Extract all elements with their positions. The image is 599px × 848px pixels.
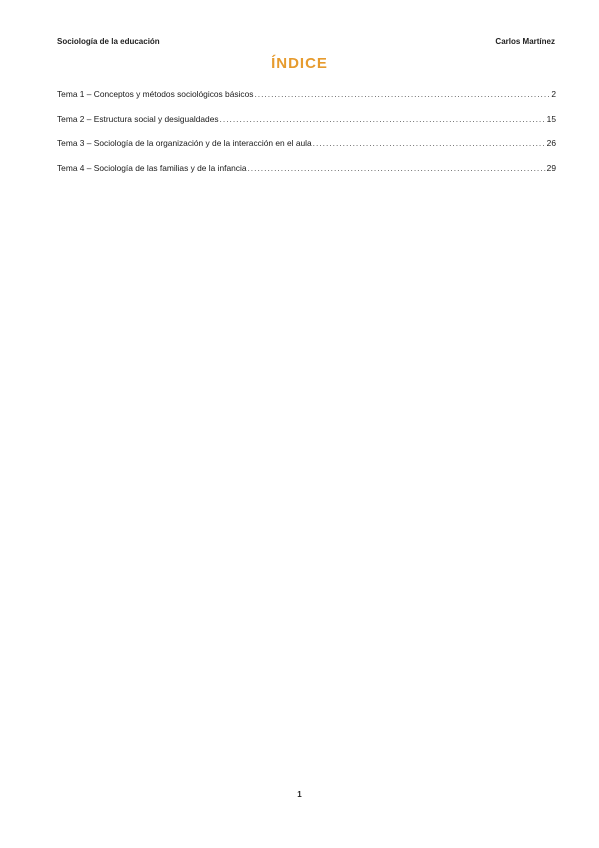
toc-entry-page: 26 xyxy=(546,138,556,148)
toc-entry-page: 15 xyxy=(546,113,556,124)
toc-entry-tema-4[interactable] xyxy=(57,163,556,188)
toc-entry-page: 29 xyxy=(546,162,556,173)
index-title: ÍNDICE xyxy=(271,55,328,72)
toc-leader-dots xyxy=(254,89,550,99)
header-subject: Sociología de la educación xyxy=(57,37,160,46)
toc-entry-tema-2[interactable] xyxy=(57,114,556,139)
toc-entry-text: Tema 2 – Estructura social y desigualdades xyxy=(57,113,219,124)
table-of-contents xyxy=(57,89,556,187)
page-number: 1 xyxy=(297,790,302,799)
toc-leader-dots xyxy=(247,163,545,173)
toc-entry-tema-3[interactable] xyxy=(57,138,556,163)
toc-leader-dots xyxy=(313,138,546,148)
toc-entry-text: Tema 3 – Sociología de la organización y de la interacción en el aula xyxy=(57,138,312,148)
toc-entry-page: 2 xyxy=(551,89,556,99)
toc-entry-text: Tema 4 – Sociología de las familias y de la infancia xyxy=(57,162,247,173)
toc-leader-dots xyxy=(220,114,546,124)
toc-entry-tema-1[interactable] xyxy=(57,89,556,114)
page-header xyxy=(57,37,555,46)
toc-entry-text: Tema 1 – Conceptos y métodos sociológicos básicos xyxy=(57,89,254,99)
header-author: Carlos Martínez xyxy=(495,37,555,46)
